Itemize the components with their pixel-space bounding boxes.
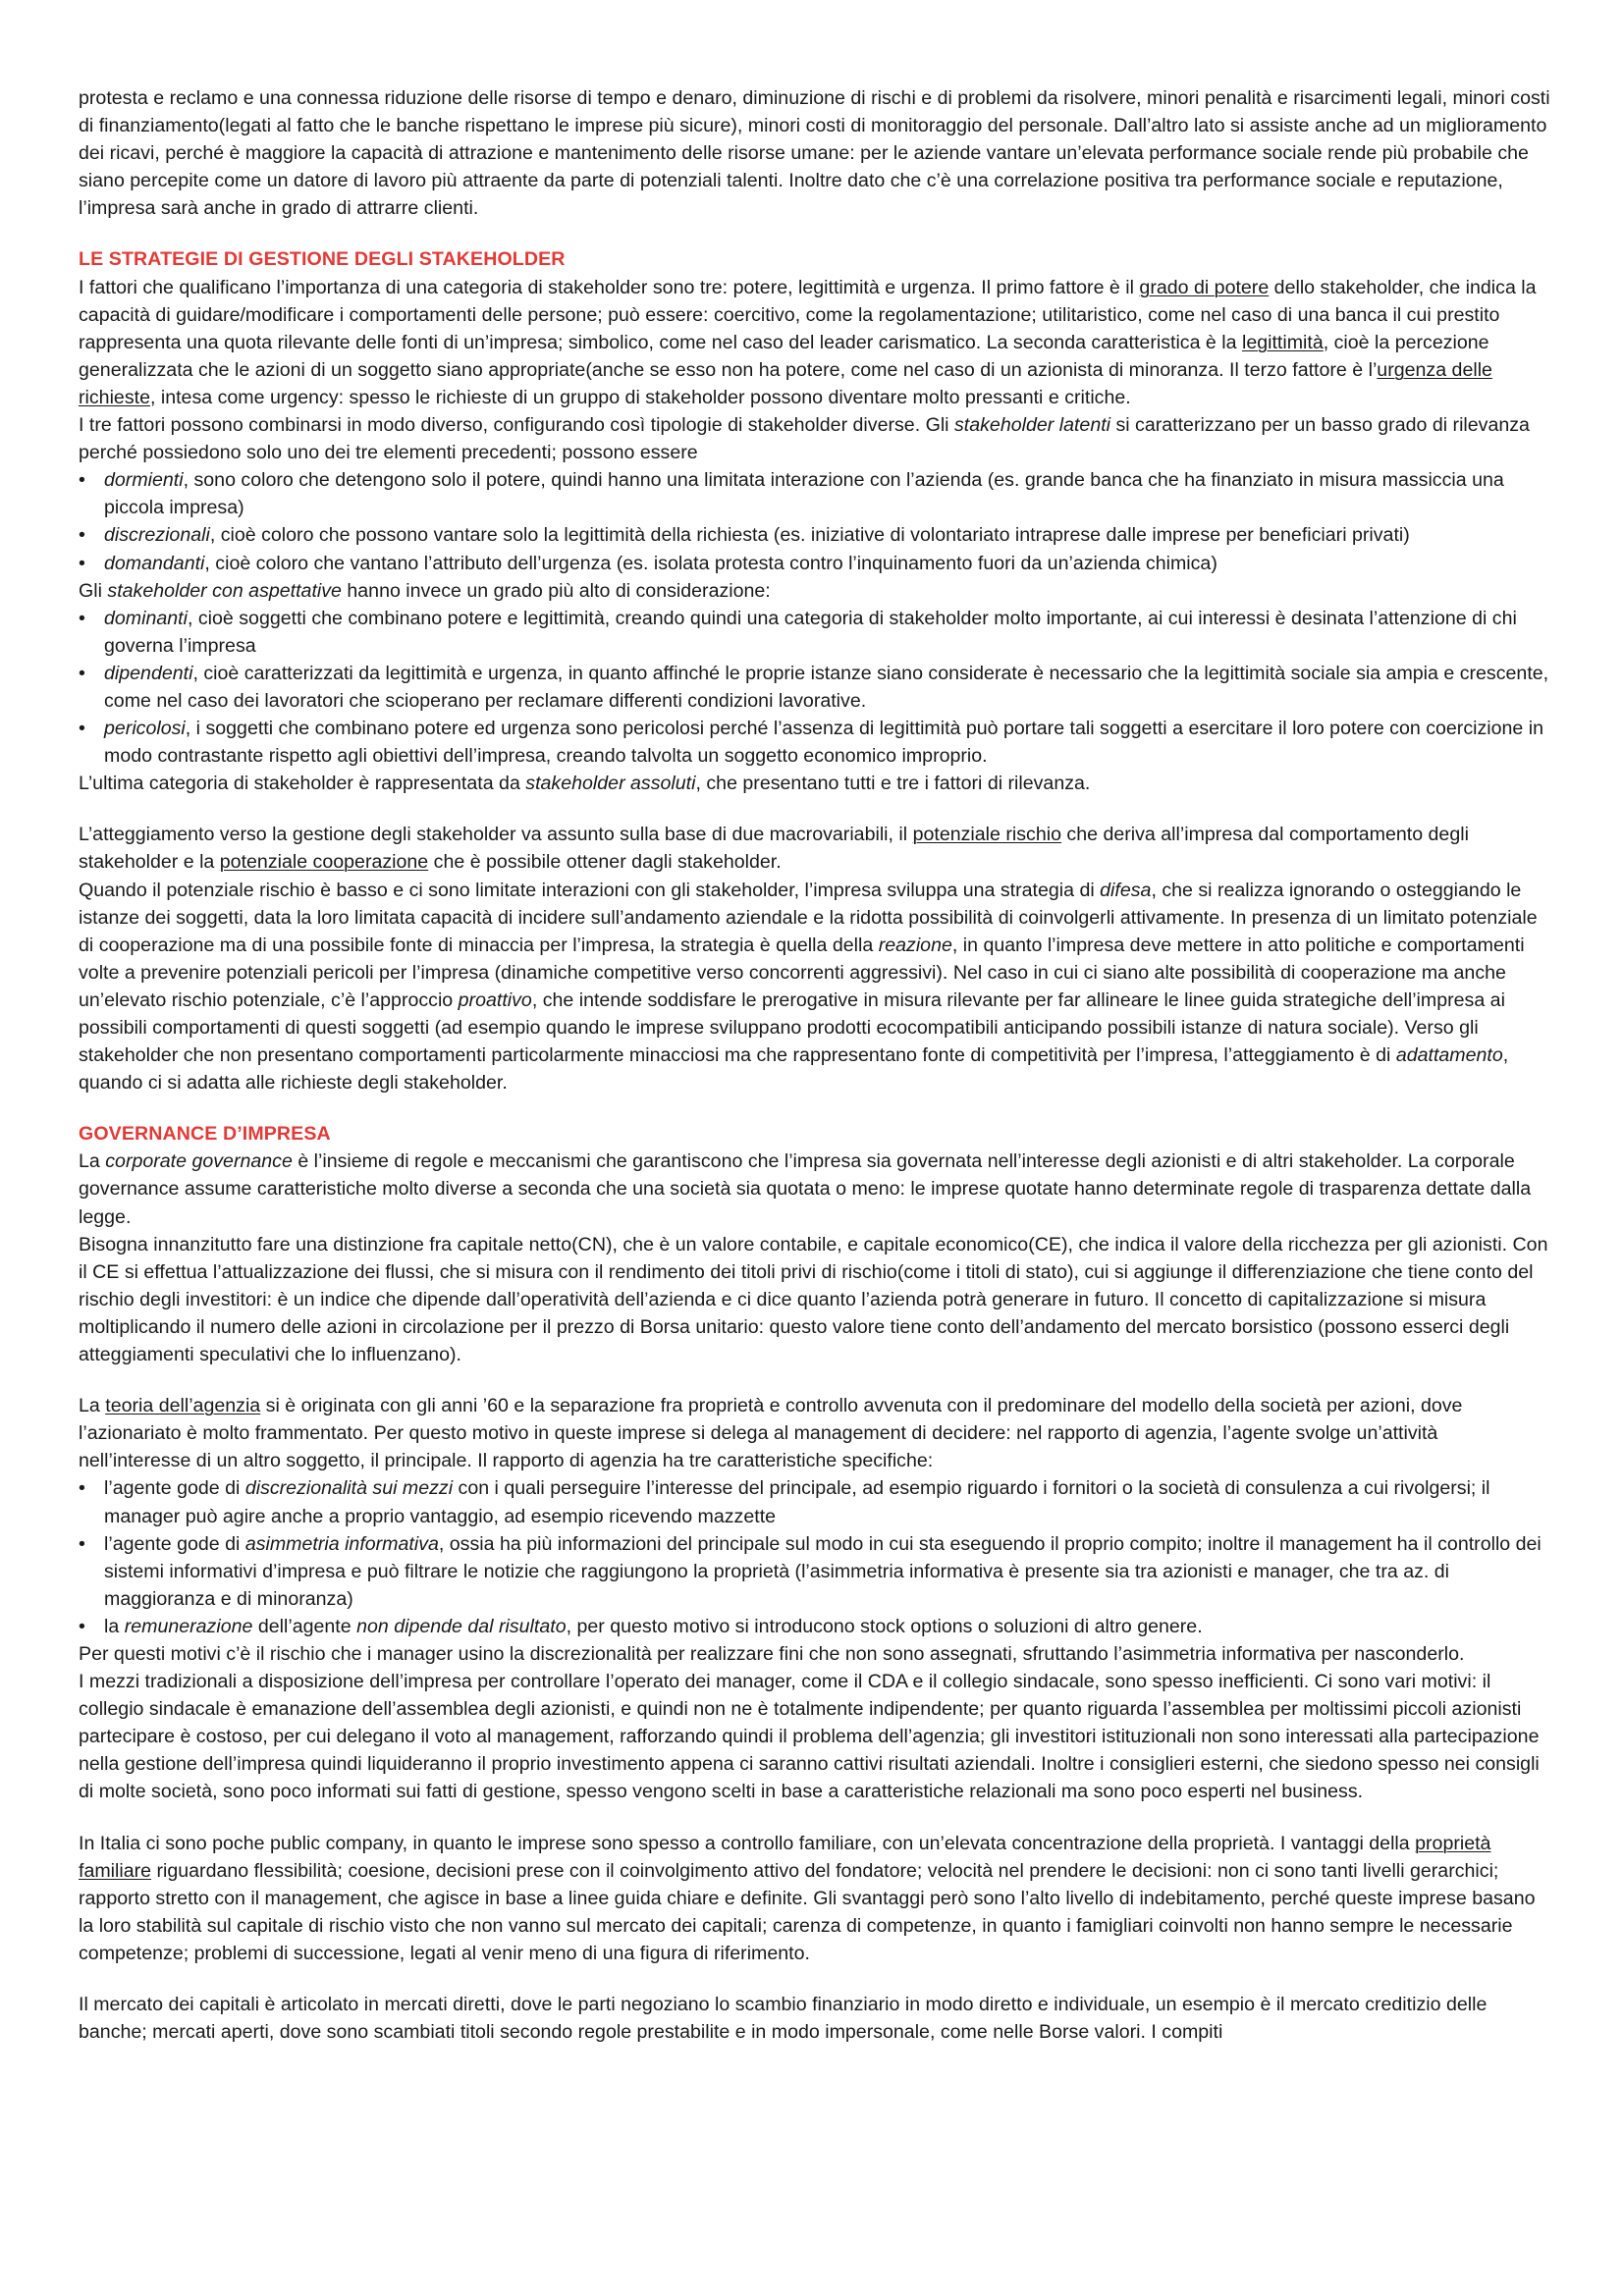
list-item: • dipendenti, cioè caratterizzati da legittimità e urgenza, in quanto affinché le proprie istanze siano considerate è necessario che la legittimità sociale sia ampia e crescente, come nel caso dei lavoratori che scioperano per reclamare differenti condizioni lavorative. xyxy=(79,660,1551,715)
term-teoria-agenzia: teoria dell’agenzia xyxy=(105,1395,261,1417)
capital-paragraph: Bisogna innanzitutto fare una distinzione fra capitale netto(CN), che è un valore contabile, e capitale economico(CE), che indica il valore della ricchezza per gli azionisti. Con il CE si effettua l’attualizzazione dei flussi, che si misura con il rendimento dei titoli privi di rischio(come i titoli di stato), cui si aggiunge il differenziazione che tiene conto del rischio degli investitori: è un indice che dipende dall’operatività dell’azienda e ci dice quanto l’azienda potrà generare in futuro. Il concetto di capitalizzazione si misura moltiplicando il numero delle azioni in circolazione per il prezzo di Borsa unitario: questo valore tiene conto dell’andamento del mercato borsistico (possono esserci degli atteggiamenti speculativi che lo influenzano). xyxy=(79,1233,1548,1366)
list-item: • l’agente gode di asimmetria informativa, ossia ha più informazioni del principale sul modo in cui sta eseguendo il proprio compito; inoltre il management ha il controllo dei sistemi informativi d’impresa e può filtrare le notizie che raggiungono la proprietà (l’asimmetria informativa è presente sia tra azionisti e manager, che tra az. di maggioranza e di minoranza) xyxy=(79,1530,1551,1613)
latent-stakeholders-list xyxy=(79,466,1551,576)
capital-market-paragraph: Il mercato dei capitali è articolato in mercati diretti, dove le parti negoziano lo scambio finanziario in modo diretto e individuale, un esempio è il mercato creditizio delle banche; mercati aperti, dove sono scambiati titoli secondo regole prestabilite e in modo impersonale, come nelle Borse valori. I compiti xyxy=(79,1994,1488,2044)
term-proprieta-familiare: proprietà familiare xyxy=(79,1832,1491,1882)
list-item: • discrezionali, cioè coloro che possono vantare solo la legittimità della richiesta (es. iniziative di volontariato intraprese dalle imprese per beneficiari privati) xyxy=(79,521,1551,549)
term-potenziale-rischio: potenziale rischio xyxy=(912,824,1061,846)
list-item: • pericolosi, i soggetti che combinano potere ed urgenza sono pericolosi perché l’assenza di legittimità può portare tali soggetti a esercitare il loro potere con coercizione in modo contrastante rispetto agli obiettivi dell’impresa, creando talvolta un soggetto economico improprio. xyxy=(79,715,1551,770)
term-grado-di-potere: grado di potere xyxy=(1139,276,1270,298)
intro-paragraph: protesta e reclamo e una connessa riduzione delle risorse di tempo e denaro, diminuzione di rischi e di problemi da risolvere, minori penalità e risarcimenti legali, minori costi di finanziamento(legati al fatto che le banche rispettano le imprese più sicure), minori costi di monitoraggio del personale. Dall’altro lato si assiste anche ad un miglioramento dei ricavi, perché è maggiore la capacità di attrazione e mantenimento delle risorse umane: per le aziende vantare un’elevata performance sociale rende più probabile che siano percepite come un datore di lavoro più attraente da parte di potenziali talenti. Inoltre dato che c’è una correlazione positiva tra performance sociale e reputazione, l’impresa sarà anche in grado di attrarre clienti. xyxy=(79,87,1550,220)
list-item: • dormienti, sono coloro che detengono solo il potere, quindi hanno una limitata interazione con l’azienda (es. grande banca che ha finanziato in misura massiccia una piccola impresa) xyxy=(79,466,1551,521)
list-item: • l’agente gode di discrezionalità sui mezzi con i quali perseguire l’interesse del principale, ad esempio riguardo i fornitori o la società di consulenza a cui rivolgersi; il manager può agire anche a proprio vantaggio, ad esempio ricevendo mazzette xyxy=(79,1474,1551,1529)
list-item: • la remunerazione dell’agente non dipende dal risultato, per questo motivo si introducono stock options o soluzioni di altro genere. xyxy=(79,1613,1551,1640)
term-urgenza-richieste: urgenza delle richieste xyxy=(79,358,1492,408)
document-page xyxy=(79,84,1551,2046)
family-ownership-paragraph: In Italia ci sono poche public company, in quanto le imprese sono spesso a controllo familiare, con un’elevata concentrazione della proprietà. I vantaggi della proprietà familiare riguardano flessibilità; coesione, decisioni prese con il coinvolgimento attivo del fondatore; velocità nel prendere le decisioni: non ci sono tanti livelli gerarchici; rapporto stretto con il management, che agisce in base a linee guida chiare e definite. Gli svantaggi però sono l’alto livello di indebitamento, perché queste imprese basano la loro stabilità sul capitale di rischio visto che non vanno sul mercato dei capitali; carenza di competenze, in quanto i famigliari coinvolti non hanno sempre le necessarie competenze; problemi di successione, legati al venir meno di una figura di riferimento. xyxy=(79,1832,1536,1964)
agency-characteristics-list xyxy=(79,1474,1551,1640)
list-item: • domandanti, cioè coloro che vantano l’attributo dell’urgenza (es. isolata protesta contro l’inquinamento fuori da un’azienda chimica) xyxy=(79,550,1551,577)
corporate-governance-paragraph: La corporate governance è l’insieme di regole e meccanismi che garantiscono che l’impresa sia governata nell’interesse degli azionisti e di altri stakeholder. La corporale governance assume caratteristiche molto diverse a seconda che una società sia quotata o meno: le imprese quotate hanno determinate regole di trasparenza dettate dalla legge. xyxy=(79,1150,1532,1228)
term-legittimita: legittimità xyxy=(1241,331,1324,353)
term-potenziale-cooperazione: potenziale cooperazione xyxy=(219,851,429,874)
absolute-stakeholders-paragraph: L’ultima categoria di stakeholder è rappresentata da stakeholder assoluti, che presentano tutti e tre i fattori di rilevanza. xyxy=(79,773,1091,795)
latent-stakeholders-paragraph: I tre fattori possono combinarsi in modo diverso, configurando così tipologie di stakeholder diverse. Gli stakeholder latenti si caratterizzano per un basso grado di rilevanza perché possiedono solo uno dei tre elementi precedenti; possono essere xyxy=(79,414,1530,464)
agency-theory-paragraph: La teoria dell’agenzia si è originata con gli anni ’60 e la separazione fra proprietà e controllo avvenuta con il predominare del modello della società per azioni, dove l’azionariato è molto frammentato. Per questo motivo in queste imprese si delega al management di decidere: nel rapporto di agenzia, l’agente svolge un’attività nell’interesse di un altro soggetto, il principale. Il rapporto di agenzia ha tre caratteristiche specifiche: xyxy=(79,1395,1463,1472)
macrovariables-paragraph: L’atteggiamento verso la gestione degli stakeholder va assunto sulla base di due macrovariabili, il potenziale rischio che deriva all’impresa dal comportamento degli stakeholder e la potenziale cooperazione che è possibile ottener dagli stakeholder. xyxy=(79,824,1469,874)
section-heading-stakeholder: LE STRATEGIE DI GESTIONE DEGLI STAKEHOLDER xyxy=(79,248,566,271)
expectant-stakeholders-list xyxy=(79,605,1551,771)
section-heading-governance: GOVERNANCE D’IMPRESA xyxy=(79,1123,331,1146)
expectant-stakeholders-paragraph: Gli stakeholder con aspettative hanno invece un grado più alto di considerazione: xyxy=(79,579,771,602)
list-item: • dominanti, cioè soggetti che combinano potere e legittimità, creando quindi una categoria di stakeholder molto importante, ai cui interessi è desinata l’attenzione di chi governa l’impresa xyxy=(79,605,1551,660)
control-means-paragraph: I mezzi tradizionali a disposizione dell’impresa per controllare l’operato dei manager, come il CDA e il collegio sindacale, sono spesso inefficienti. Ci sono vari motivi: il collegio sindacale è emanazione dell’assemblea degli azionisti, e quindi non ne è totalmente indipendente; per quanto riguarda l’assemblea per moltissimi piccoli azionisti partecipare è costoso, per cui delegano il voto al management, rafforzando quindi il problema dell’agenzia; gli investitori istituzionali non sono interessati alla partecipazione nella gestione dell’impresa quindi liquideranno il proprio investimento appena ci saranno cattivi risultati aziendali. Inoltre i consiglieri esterni, che siedono spesso nei consigli di molte società, sono poco informati sui fatti di gestione, spesso vengono scelti in base a caratteristiche relazionali ma sono poco esperti nel business. xyxy=(79,1671,1540,1803)
stakeholder-factors-paragraph: I fattori che qualificano l’importanza di una categoria di stakeholder sono tre: potere, legittimità e urgenza. Il primo fattore è il grado di potere dello stakeholder, che indica la capacità di guidare/modificare i comportamenti delle persone; può essere: coercitivo, come la regolamentazione; utilitaristico, come nel caso di una banca il cui prestito rappresenta una quota rilevante delle fonti di un’impresa; simbolico, come nel caso del leader carismatico. La seconda caratteristica è la legittimità, cioè la percezione generalizzata che le azioni di un soggetto siano appropriate(anche se esso non ha potere, come nel caso di un azionista di minoranza. Il terzo fattore è l’urgenza delle richieste, intesa come urgency: spesso le richieste di un gruppo di stakeholder possono diventare molto pressanti e critiche. xyxy=(79,276,1537,408)
strategies-paragraph: Quando il potenziale rischio è basso e ci sono limitate interazioni con gli stakeholder, l’impresa sviluppa una strategia di difesa, che si realizza ignorando o osteggiando le istanze dei soggetti, data la loro limitata capacità di incidere sull’andamento aziendale e la ridotta possibilità di coinvolgerli attivamente. In presenza di un limitato potenziale di cooperazione ma di una possibile fonte di minaccia per l’impresa, la strategia è quella della reazione, in quanto l’impresa deve mettere in atto politiche e comportamenti volte a prevenire potenziali pericoli per l’impresa (dinamiche competitive verso concorrenti aggressivi). Nel caso in cui ci siano alte possibilità di cooperazione ma anche un’elevato rischio potenziale, c’è l’approccio proattivo, che intende soddisfare le prerogative in misura rilevante per far allineare le linee guida strategiche dell’impresa ai possibili comportamenti di questi soggetti (ad esempio quando le imprese sviluppano prodotti ecocompatibili anticipando possibili istanze di natura sociale). Verso gli stakeholder che non presentano comportamenti particolarmente minacciosi ma che rappresentano fonte di competitività per l’impresa, l’atteggiamento è di adattamento, quando ci si adatta alle richieste degli stakeholder. xyxy=(79,879,1538,1095)
manager-risk-paragraph: Per questi motivi c’è il rischio che i manager usino la discrezionalità per realizzare fini che non sono assegnati, sfruttando l’asimmetria informativa per nasconderlo. xyxy=(79,1642,1465,1665)
